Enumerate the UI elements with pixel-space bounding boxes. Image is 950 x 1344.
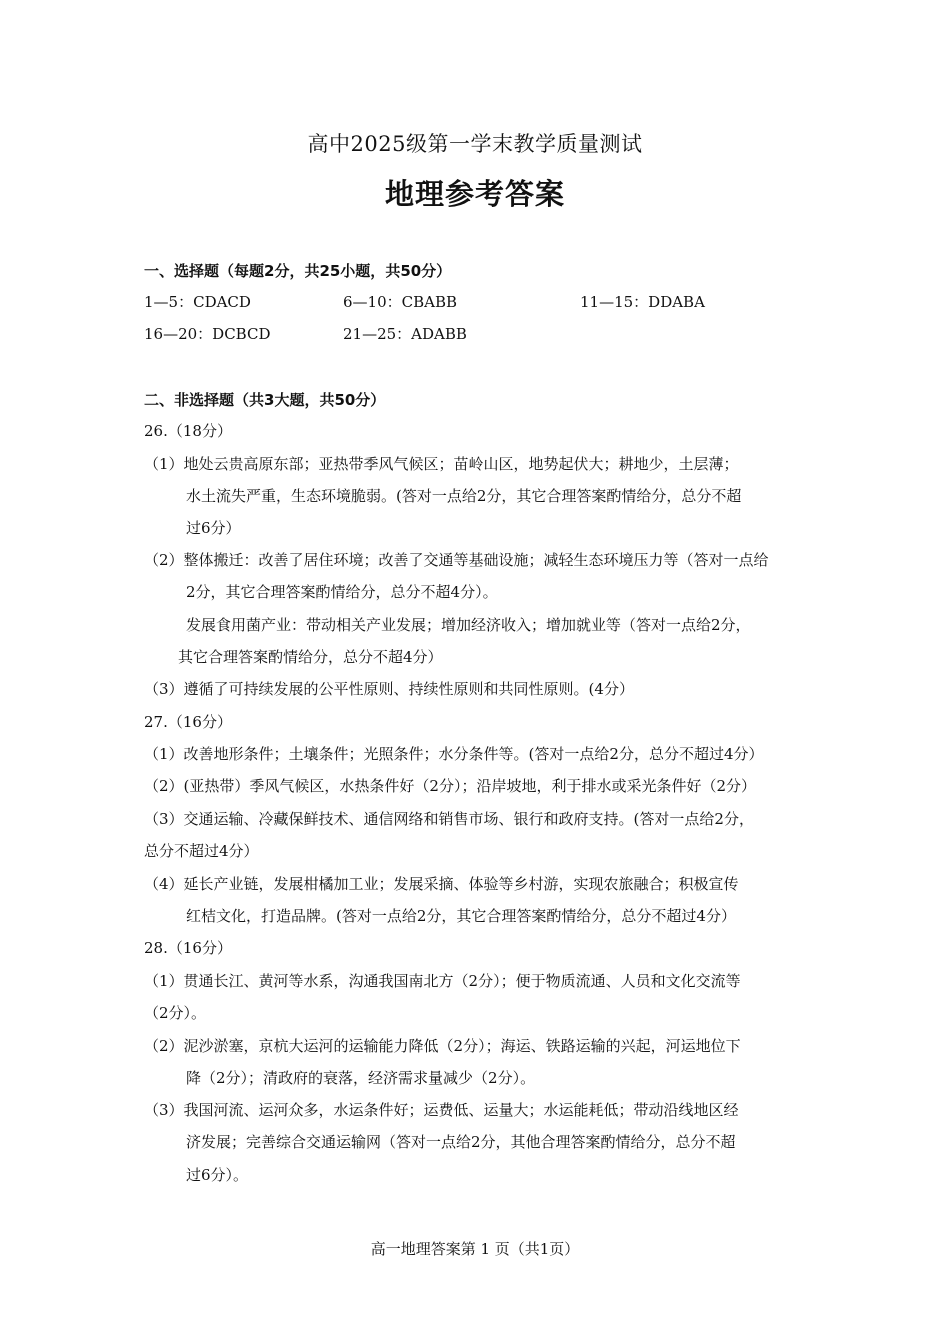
q26-answer-2-line-1: （2）整体搬迁：改善了居住环境；改善了交通等基础设施；减轻生态环境压力等（答对一点给 bbox=[144, 551, 769, 569]
q28-answer-2-line-1: （2）泥沙淤塞，京杭大运河的运输能力降低（2分）；海运、铁路运输的兴起，河运地位下 bbox=[144, 1037, 741, 1055]
choice-answer-1-5: 1—5：CDACD bbox=[144, 293, 251, 311]
q26-answer-1-line-1: （1）地处云贵高原东部；亚热带季风气候区；苗岭山区，地势起伏大；耕地少，土层薄； bbox=[144, 455, 739, 473]
q26-answer-2-line-4: 其它合理答案酌情给分，总分不超4分） bbox=[178, 648, 443, 666]
q27-answer-3-line-2: 总分不超过4分） bbox=[144, 842, 259, 860]
page-footer: 高一地理答案第 1 页（共1页） bbox=[370, 1240, 580, 1258]
question-27-title: 27.（16分） bbox=[144, 713, 232, 731]
choice-answer-11-15: 11—15：DDABA bbox=[580, 293, 705, 311]
question-26-title: 26.（18分） bbox=[144, 422, 232, 440]
q26-answer-1-line-3: 过6分） bbox=[186, 519, 241, 537]
q28-answer-2-line-2: 降（2分）；清政府的衰落，经济需求量减少（2分）。 bbox=[186, 1069, 536, 1087]
q26-answer-1-line-2: 水土流失严重，生态环境脆弱。(答对一点给2分，其它合理答案酌情给分，总分不超 bbox=[186, 487, 742, 505]
q27-answer-4-line-2: 红桔文化，打造品牌。(答对一点给2分，其它合理答案酌情给分，总分不超过4分） bbox=[186, 907, 736, 925]
q27-answer-3-line-1: （3）交通运输、冷藏保鲜技术、通信网络和销售市场、银行和政府支持。(答对一点给2分， bbox=[144, 810, 754, 828]
choice-answer-16-20: 16—20：DCBCD bbox=[144, 325, 271, 343]
q26-answer-3: （3）遵循了可持续发展的公平性原则、持续性原则和共同性原则。(4分） bbox=[144, 680, 634, 698]
q26-answer-2-line-2: 2分，其它合理答案酌情给分，总分不超4分）。 bbox=[186, 583, 498, 601]
q28-answer-1-line-2: （2分）。 bbox=[144, 1004, 207, 1022]
q27-answer-1: （1）改善地形条件；土壤条件；光照条件；水分条件等。(答对一点给2分，总分不超过4分） bbox=[144, 745, 764, 763]
q28-answer-1-line-1: （1）贯通长江、黄河等水系，沟通我国南北方（2分）；便于物质流通、人员和文化交流等 bbox=[144, 972, 741, 990]
q28-answer-3-line-2: 济发展；完善综合交通运输网（答对一点给2分，其他合理答案酌情给分，总分不超 bbox=[186, 1133, 736, 1151]
section-heading-choice: 一、选择题（每题2分，共25小题，共50分） bbox=[144, 262, 452, 280]
q26-answer-2-line-3: 发展食用菌产业：带动相关产业发展；增加经济收入；增加就业等（答对一点给2分， bbox=[186, 616, 751, 634]
q27-answer-4-line-1: （4）延长产业链，发展柑橘加工业；发展采摘、体验等乡村游，实现农旅融合；积极宣传 bbox=[144, 875, 739, 893]
section-heading-nonchoice: 二、非选择题（共3大题，共50分） bbox=[144, 391, 386, 409]
choice-answer-21-25: 21—25：ADABB bbox=[343, 325, 467, 343]
question-28-title: 28.（16分） bbox=[144, 939, 232, 957]
page-title: 高中2025级第一学末教学质量测试 bbox=[307, 132, 643, 156]
q28-answer-3-line-1: （3）我国河流、运河众多，水运条件好；运费低、运量大；水运能耗低；带动沿线地区经 bbox=[144, 1101, 739, 1119]
q28-answer-3-line-3: 过6分）。 bbox=[186, 1166, 249, 1184]
q27-answer-2: （2）(亚热带）季风气候区，水热条件好（2分）；沿岸坡地，利于排水或采光条件好（2分） bbox=[144, 777, 756, 795]
page-subtitle: 地理参考答案 bbox=[384, 177, 565, 211]
choice-answer-6-10: 6—10：CBABB bbox=[343, 293, 458, 311]
